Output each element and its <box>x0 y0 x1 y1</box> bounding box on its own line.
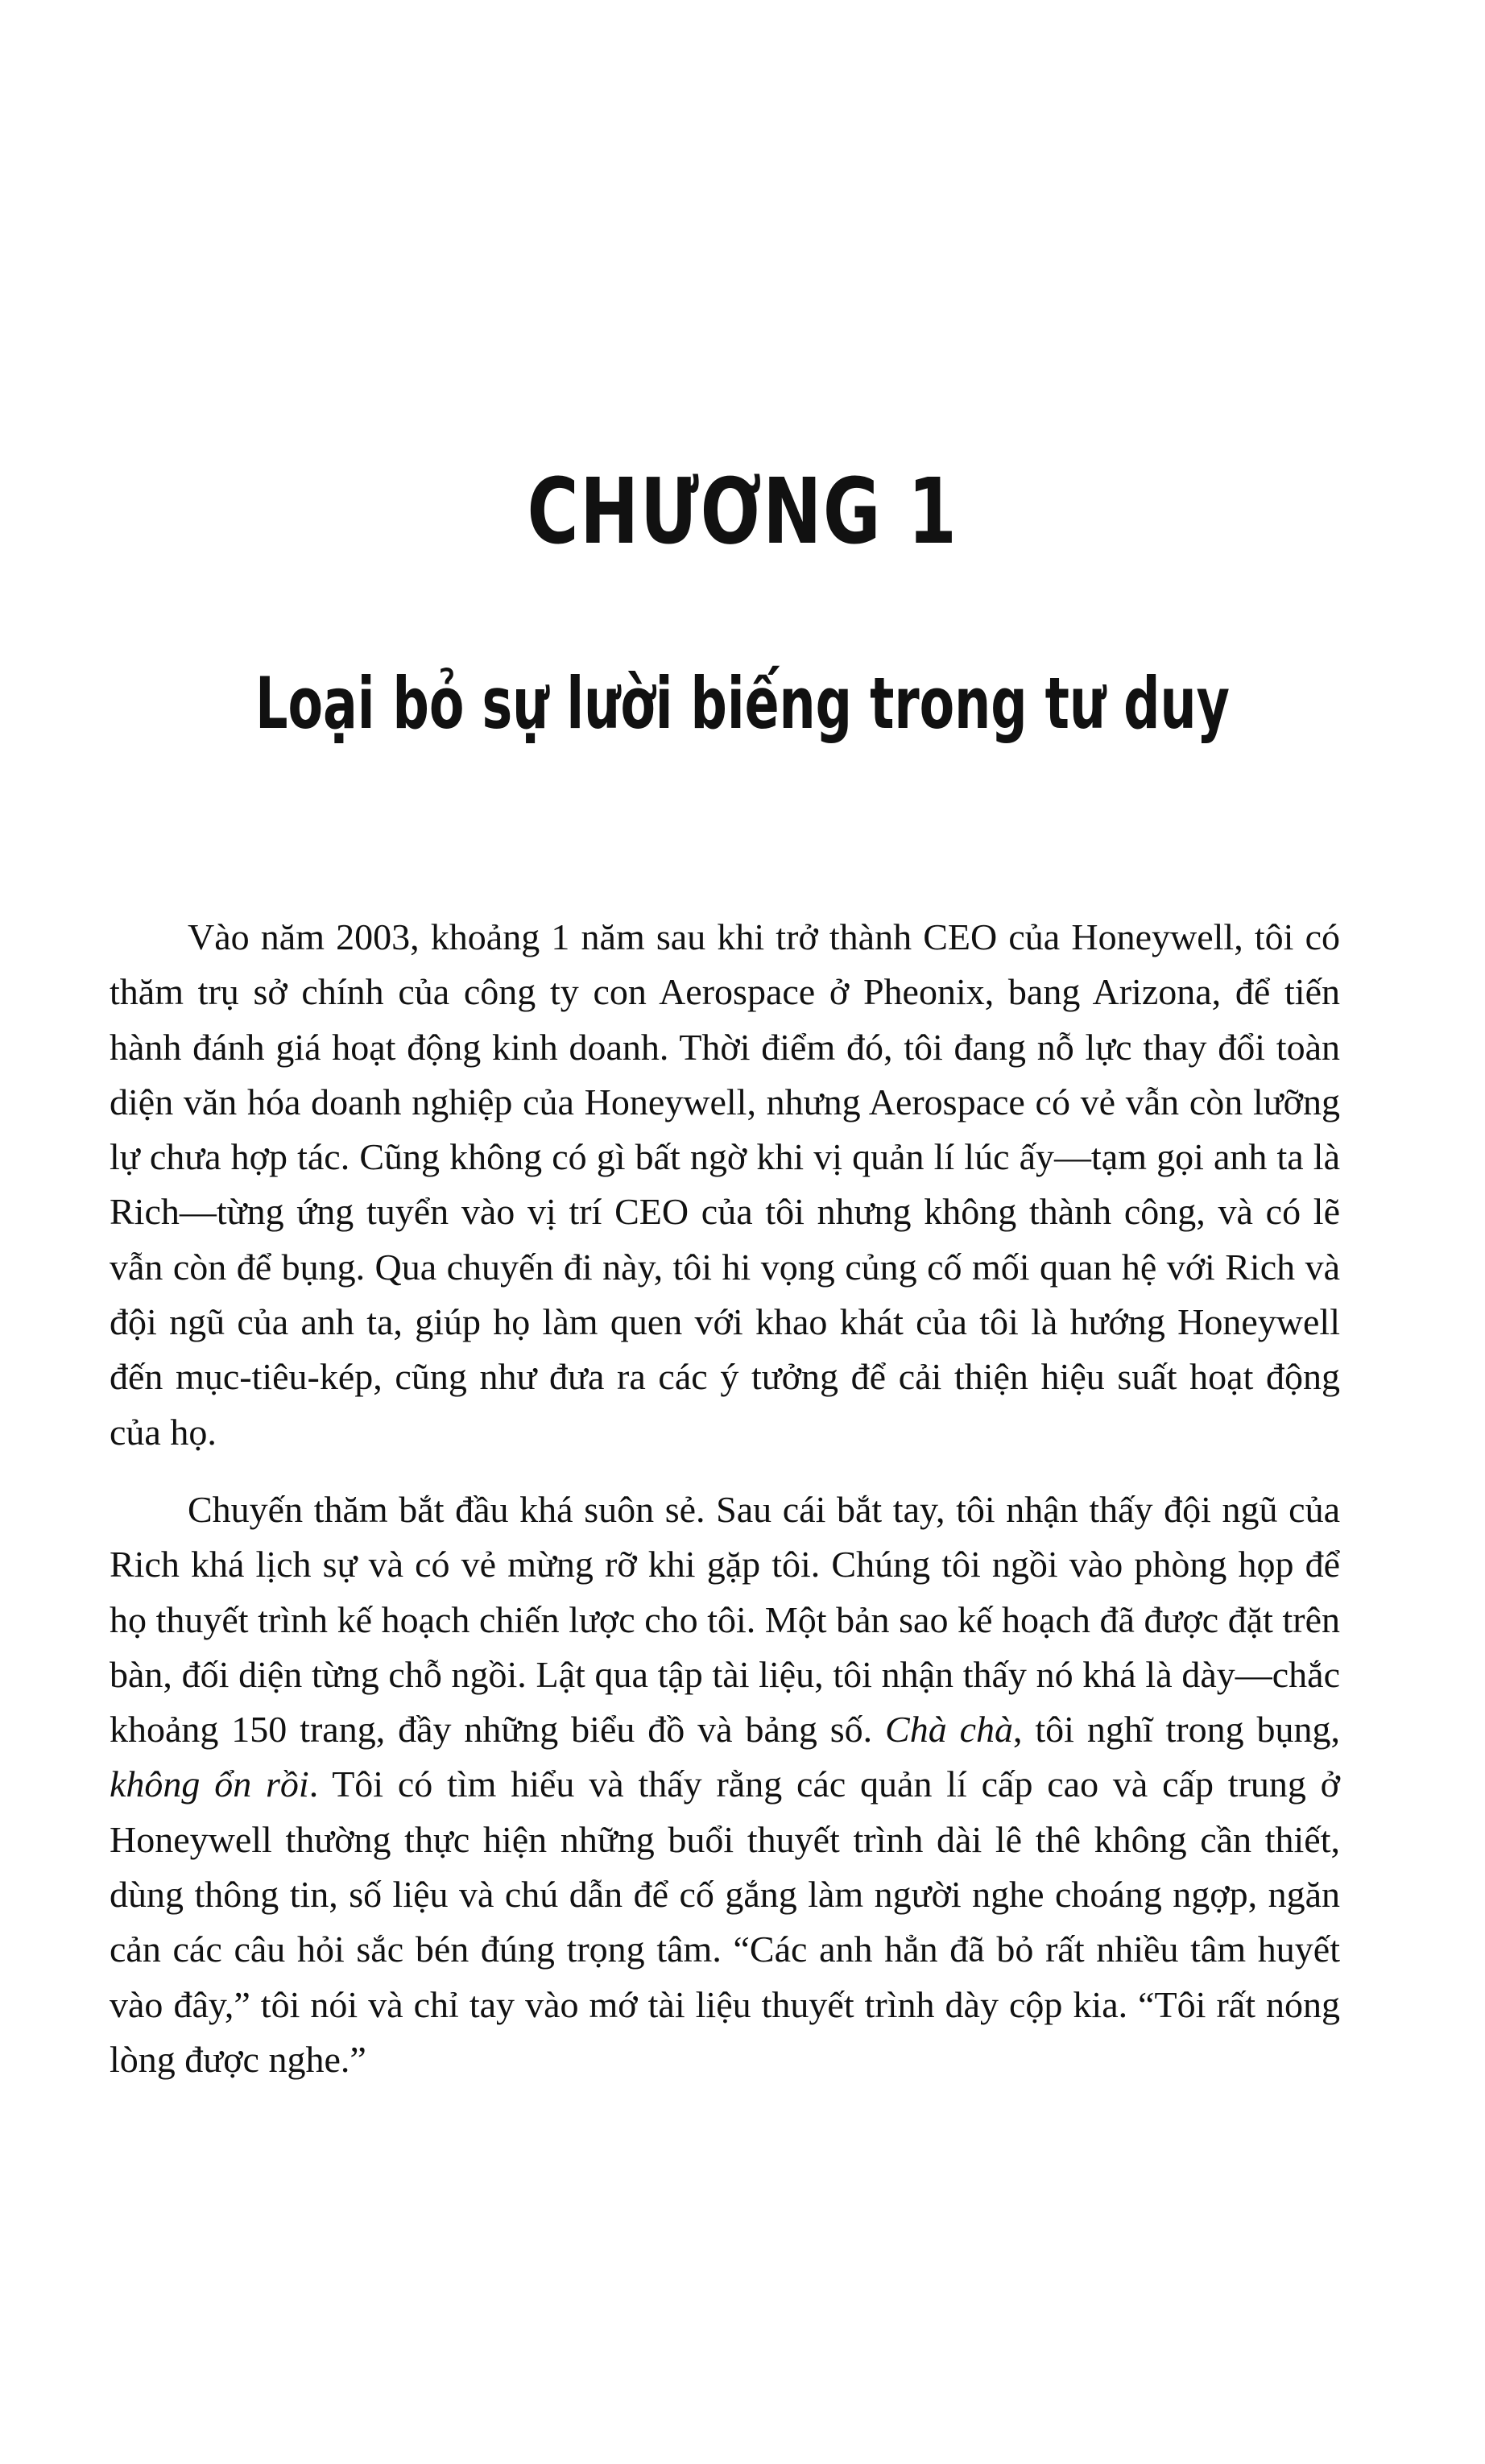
paragraph-2 <box>110 1482 1340 2087</box>
chapter-title: Loại bỏ sự lười biếng trong tư duy <box>255 662 1230 745</box>
paragraph-2-italic-1: Chà chà <box>885 1709 1014 1751</box>
paragraph-2-part-1: Chuyến thăm bắt đầu khá suôn sẻ. Sau cái bắt tay, tôi nhận thấy đội ngũ của Rich khá lịch sự và có vẻ mừng rỡ khi gặp tôi. Chúng tôi ngồi vào phòng họp để họ thuyết trình kế hoạch chiến lược cho tôi. Một bản sao kế hoạch đã được đặt trên bàn, đối diện từng chỗ ngồi. Lật qua tập tài liệu, tôi nhận thấy nó khá là dày—chắc khoảng 150 trang, đầy những biểu đồ và bảng số. <box>110 1488 1340 1751</box>
paragraph-2-italic-2: không ổn rồi <box>110 1763 309 1805</box>
paragraph-2-part-3: . Tôi có tìm hiểu và thấy rằng các quản lí cấp cao và cấp trung ở Honeywell thường thực hiện những buổi thuyết trình dài lê thê không cần thiết, dùng thông tin, số liệu và chú dẫn để cố gắng làm người nghe choáng ngợp, ngăn cản các câu hỏi sắc bén đúng trọng tâm. “Các anh hẳn đã bỏ rất nhiều tâm huyết vào đây,” tôi nói và chỉ tay vào mớ tài liệu thuyết trình dày cộp kia. “Tôi rất nóng lòng được nghe.” <box>110 1763 1340 2080</box>
paragraph-1: Vào năm 2003, khoảng 1 năm sau khi trở thành CEO của Honeywell, tôi có thăm trụ sở chính của công ty con Aerospace ở Pheonix, bang Arizona, để tiến hành đánh giá hoạt động kinh doanh. Thời điểm đó, tôi đang nỗ lực thay đổi toàn diện văn hóa doanh nghiệp của Honeywell, nhưng Aerospace có vẻ vẫn còn lưỡng lự chưa hợp tác. Cũng không có gì bất ngờ khi vị quản lí lúc ấy—tạm gọi anh ta là Rich—từng ứng tuyển vào vị trí CEO của tôi nhưng không thành công, và có lẽ vẫn còn để bụng. Qua chuyến đi này, tôi hi vọng củng cố mối quan hệ với Rich và đội ngũ của anh ta, giúp họ làm quen với khao khát của tôi là hướng Honeywell đến mục-tiêu-kép, cũng như đưa ra các ý tưởng để cải thiện hiệu suất hoạt động của họ. <box>110 916 1340 1453</box>
chapter-number: CHƯƠNG 1 <box>527 460 958 564</box>
paragraph-2-part-2: , tôi nghĩ trong bụng, <box>1013 1709 1340 1751</box>
body-text <box>110 910 1340 2087</box>
